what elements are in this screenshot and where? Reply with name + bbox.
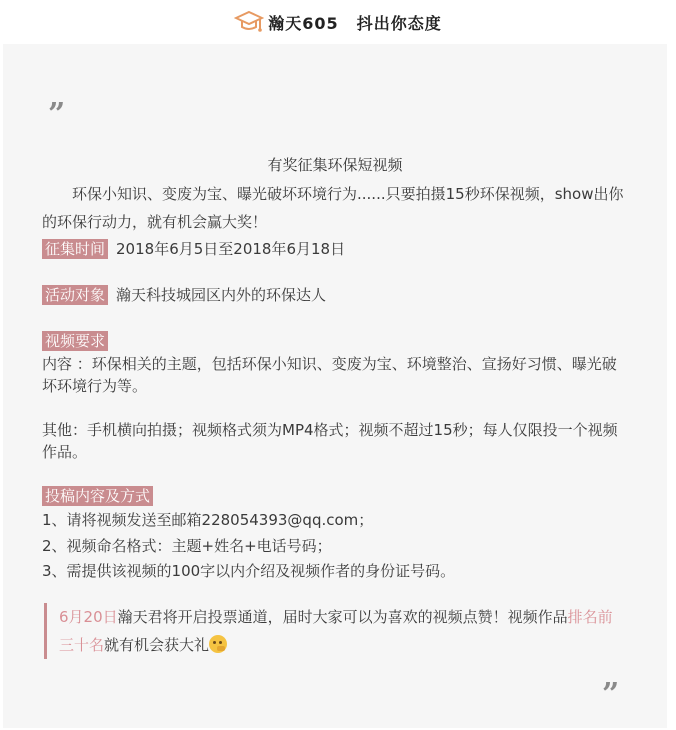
target-tag: 活动对象 [42,285,108,305]
article-title: 有奖征集环保短视频 [267,156,403,174]
quote-close-mark: ” [602,677,620,712]
article-intro: 环保小知识、变废为宝、曝光破坏环境行为......只要拍摄15秒环保视频，show出你的环保行动力，就有机会赢大奖！ [42,185,624,231]
requirements-row [42,330,632,352]
target-value: 瀚天科技城园区内外的环保达人 [116,286,327,304]
target-row [42,284,632,306]
vote-note [44,603,625,659]
note-date: 6月20日 [59,608,118,626]
note-text-1: 瀚天君将开启投票通道，届时大家可以为喜欢的视频点赞！视频作品 [117,608,568,626]
submit-tag: 投稿内容及方式 [42,486,153,506]
requirements-tag: 视频要求 [42,331,108,351]
header [0,0,676,44]
submit-item-1: 1、请将视频发送至邮箱228054393@qq.com； [42,511,374,529]
slogan: 抖出你态度 [356,13,442,33]
submit-item-3: 3、需提供该视频的100字以内介绍及视频作者的身份证号码。 [42,562,456,580]
thinking-emoji-icon [209,635,227,653]
note-text-2: 就有机会获大礼 [104,636,210,654]
requirements-other: 其他：手机横向拍摄；视频格式须为MP4格式；视频不超过15秒；每人仅限投一个视频作品。 [42,421,618,461]
quote-open-mark: ” [48,97,66,132]
time-row [42,238,632,260]
time-value: 2018年6月5日至2018年6月18日 [116,240,346,258]
submit-row [42,485,632,507]
submit-item-2: 2、视频命名格式：主题+姓名+电话号码； [42,537,332,555]
graduation-cap-icon [234,7,264,37]
requirements-content: 内容 ：环保相关的主题，包括环保小知识、变废为宝、环境整治、宣扬好习惯、曝光破坏环境行为等。 [42,355,617,395]
brand-name: 瀚天605 [268,13,339,33]
time-tag: 征集时间 [42,239,108,259]
note-highlight: 排名前三十名 [59,608,613,654]
